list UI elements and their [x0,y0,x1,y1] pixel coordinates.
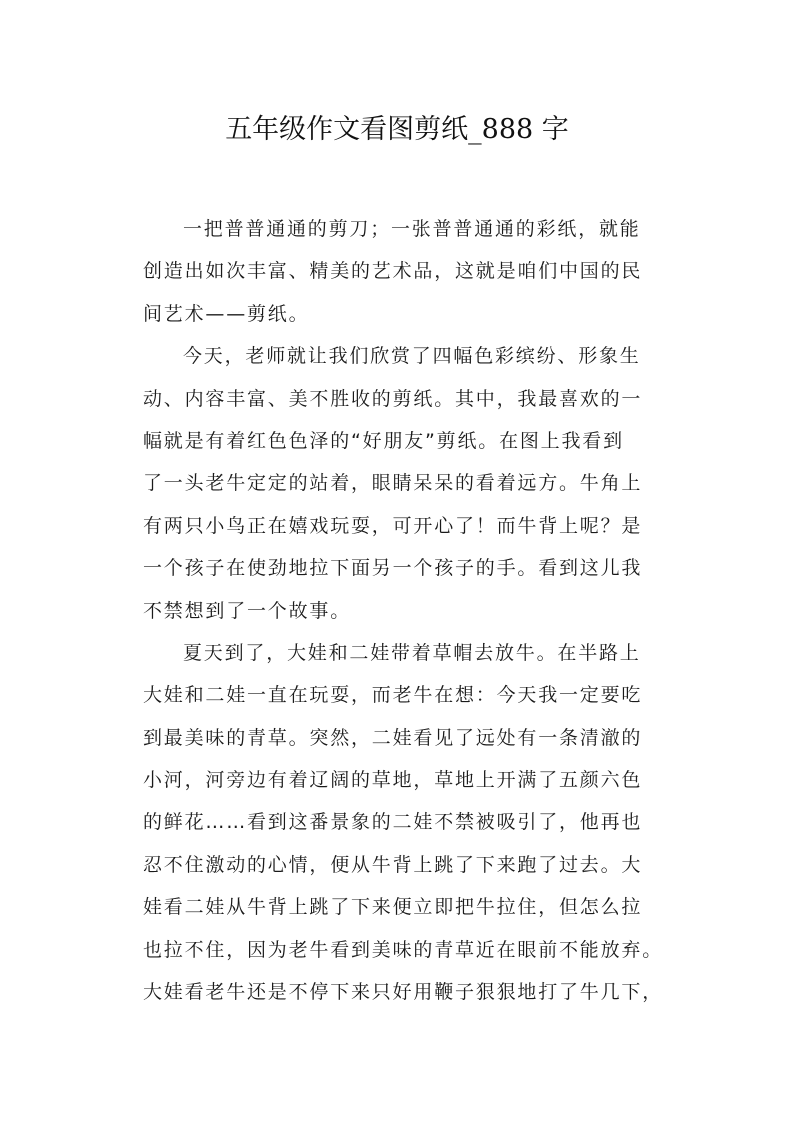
paragraph-1-line-2: 创造出如次丰富、精美的艺术品，这就是咱们中国的民 [143,260,643,283]
paragraph-3-line-8: 也拉不住，因为老牛看到美味的青草近在眼前不能放弃。 [143,938,664,961]
paragraph-3-line-7: 娃看二娃从牛背上跳了下来便立即把牛拉住，但怎么拉 [143,896,643,919]
article-body [143,208,669,1013]
paragraph-2-line-7: 不禁想到了一个故事。 [143,599,352,622]
paragraph-3-line-2: 大娃和二娃一直在玩耍，而老牛在想：今天我一定要吃 [143,684,643,707]
paragraph-1-line-3: 间艺术——剪纸。 [143,302,310,325]
paragraph-2-line-6: 一个孩子在使劲地拉下面另一个孩子的手。看到这儿我 [143,557,643,580]
paragraph-2-line-3: 幅就是有着红色色泽的“好朋友”剪纸。在图上我看到 [143,429,624,452]
paragraph-2-line-2: 动、内容丰富、美不胜收的剪纸。其中，我最喜欢的一 [143,387,643,410]
paragraph-3-line-3: 到最美味的青草。突然，二娃看见了远处有一条清澈的 [143,726,643,749]
paragraph-3-line-6: 忍不住激动的心情，便从牛背上跳了下来跑了过去。大 [143,853,643,876]
paragraph-2-line-5: 有两只小鸟正在嬉戏玩耍，可开心了！而牛背上呢？是 [143,514,643,537]
paragraph-3-line-5: 的鲜花……看到这番景象的二娃不禁被吸引了，他再也 [143,811,643,834]
document-title: 五年级作文看图剪纸_888 字 [225,114,569,145]
paragraph-2-line-1: 今天，老师就让我们欣赏了四幅色彩缤纷、形象生 [183,345,641,368]
paragraph-3-line-9: 大娃看老牛还是不停下来只好用鞭子狠狠地打了牛几下， [143,981,664,1004]
paragraph-1-line-1: 一把普普通通的剪刀；一张普普通通的彩纸，就能 [183,218,641,240]
paragraph-3-line-1: 夏天到了，大娃和二娃带着草帽去放牛。在半路上 [183,641,641,664]
paragraph-2-line-4: 了一头老牛定定的站着，眼睛呆呆的看着远方。牛角上 [143,472,643,495]
paragraph-3-line-4: 小河，河旁边有着辽阔的草地，草地上开满了五颜六色 [143,769,643,792]
